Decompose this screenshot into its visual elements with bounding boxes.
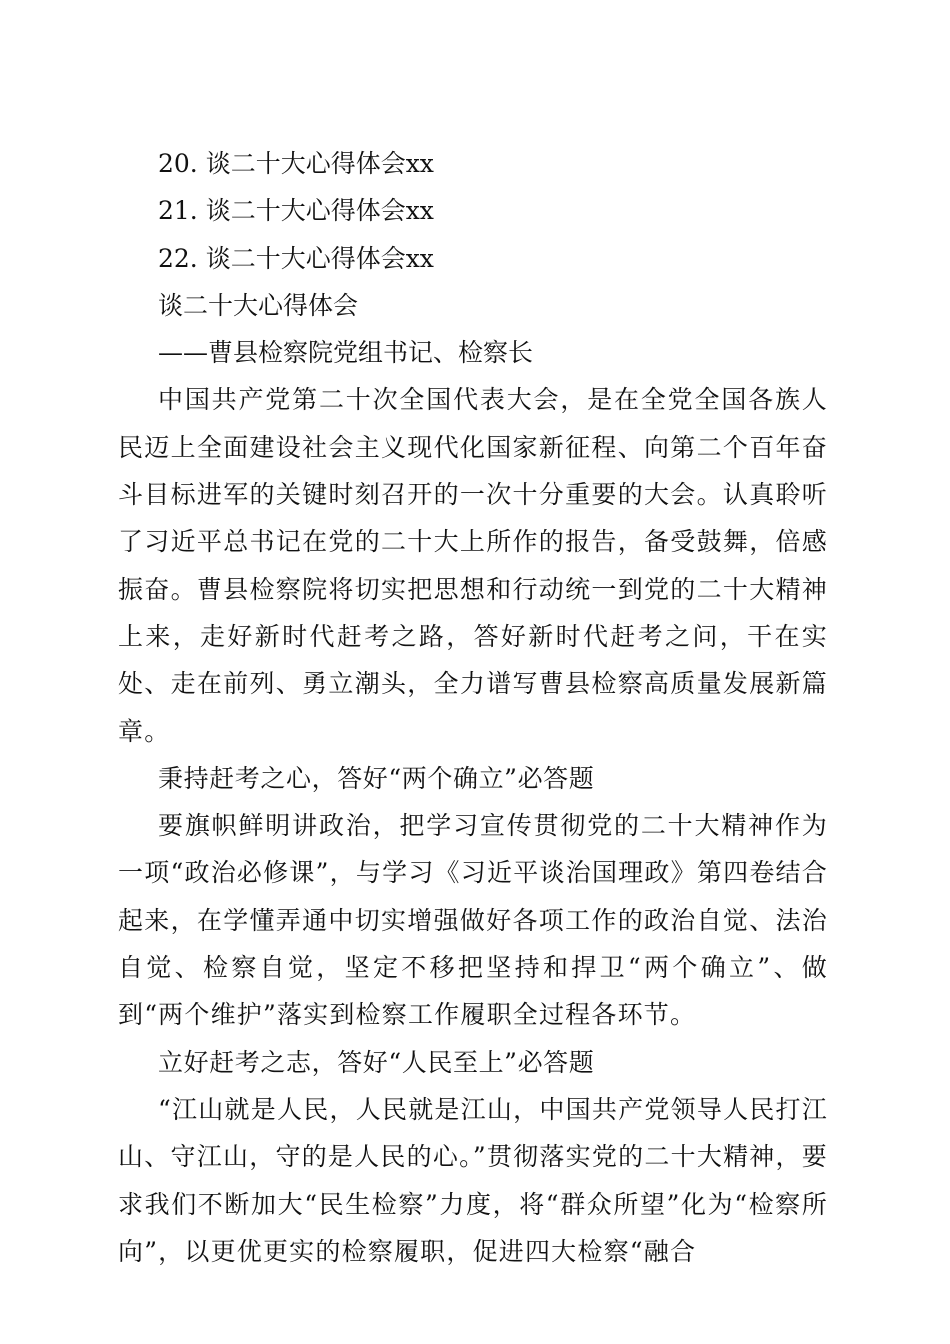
toc-item: 21. 谈二十大心得体会xx: [158, 196, 434, 226]
section-heading: 立好赶考之志，答好“人民至上”必答题: [158, 1047, 595, 1077]
section-paragraph: 要旗帜鲜明讲政治，把学习宣传贯彻党的二十大精神作为一项“政治必修课”，与学习《习近平谈治国理政》第四卷结合起来，在学懂弄通中切实增强做好各项工作的政治自觉、法治自觉、检察自觉，坚定不移把坚持和捍卫“两个确立”、做到“两个维护”落实到检察工作履职全过程各环节。: [118, 811, 828, 1030]
article-author: ——曹县检察院党组书记、检察长: [158, 338, 534, 368]
document-body: [118, 140, 828, 1275]
section-paragraph: “江山就是人民，人民就是江山，中国共产党领导人民打江山、守江山，守的是人民的心。”贯彻落实党的二十大精神，要求我们不断加大“民生检察”力度，将“群众所望”化为“检察所向”，以更优更实的检察履职，促进四大检察“融合: [118, 1094, 828, 1266]
intro-paragraph: 中国共产党第二十次全国代表大会，是在全党全国各族人民迈上全面建设社会主义现代化国家新征程、向第二个百年奋斗目标进军的关键时刻召开的一次十分重要的大会。认真聆听了习近平总书记在党的二十大上所作的报告，备受鼓舞，倍感振奋。曹县检察院将切实把思想和行动统一到党的二十大精神上来，走好新时代赶考之路，答好新时代赶考之问，干在实处、走在前列、勇立潮头，全力谱写曹县检察高质量发展新篇章。: [118, 385, 828, 746]
section-heading: 秉持赶考之心，答好“两个确立”必答题: [158, 763, 595, 793]
toc-item: 20. 谈二十大心得体会xx: [158, 149, 434, 178]
toc-item: 22. 谈二十大心得体会xx: [158, 243, 434, 273]
article-title: 谈二十大心得体会: [158, 290, 359, 320]
